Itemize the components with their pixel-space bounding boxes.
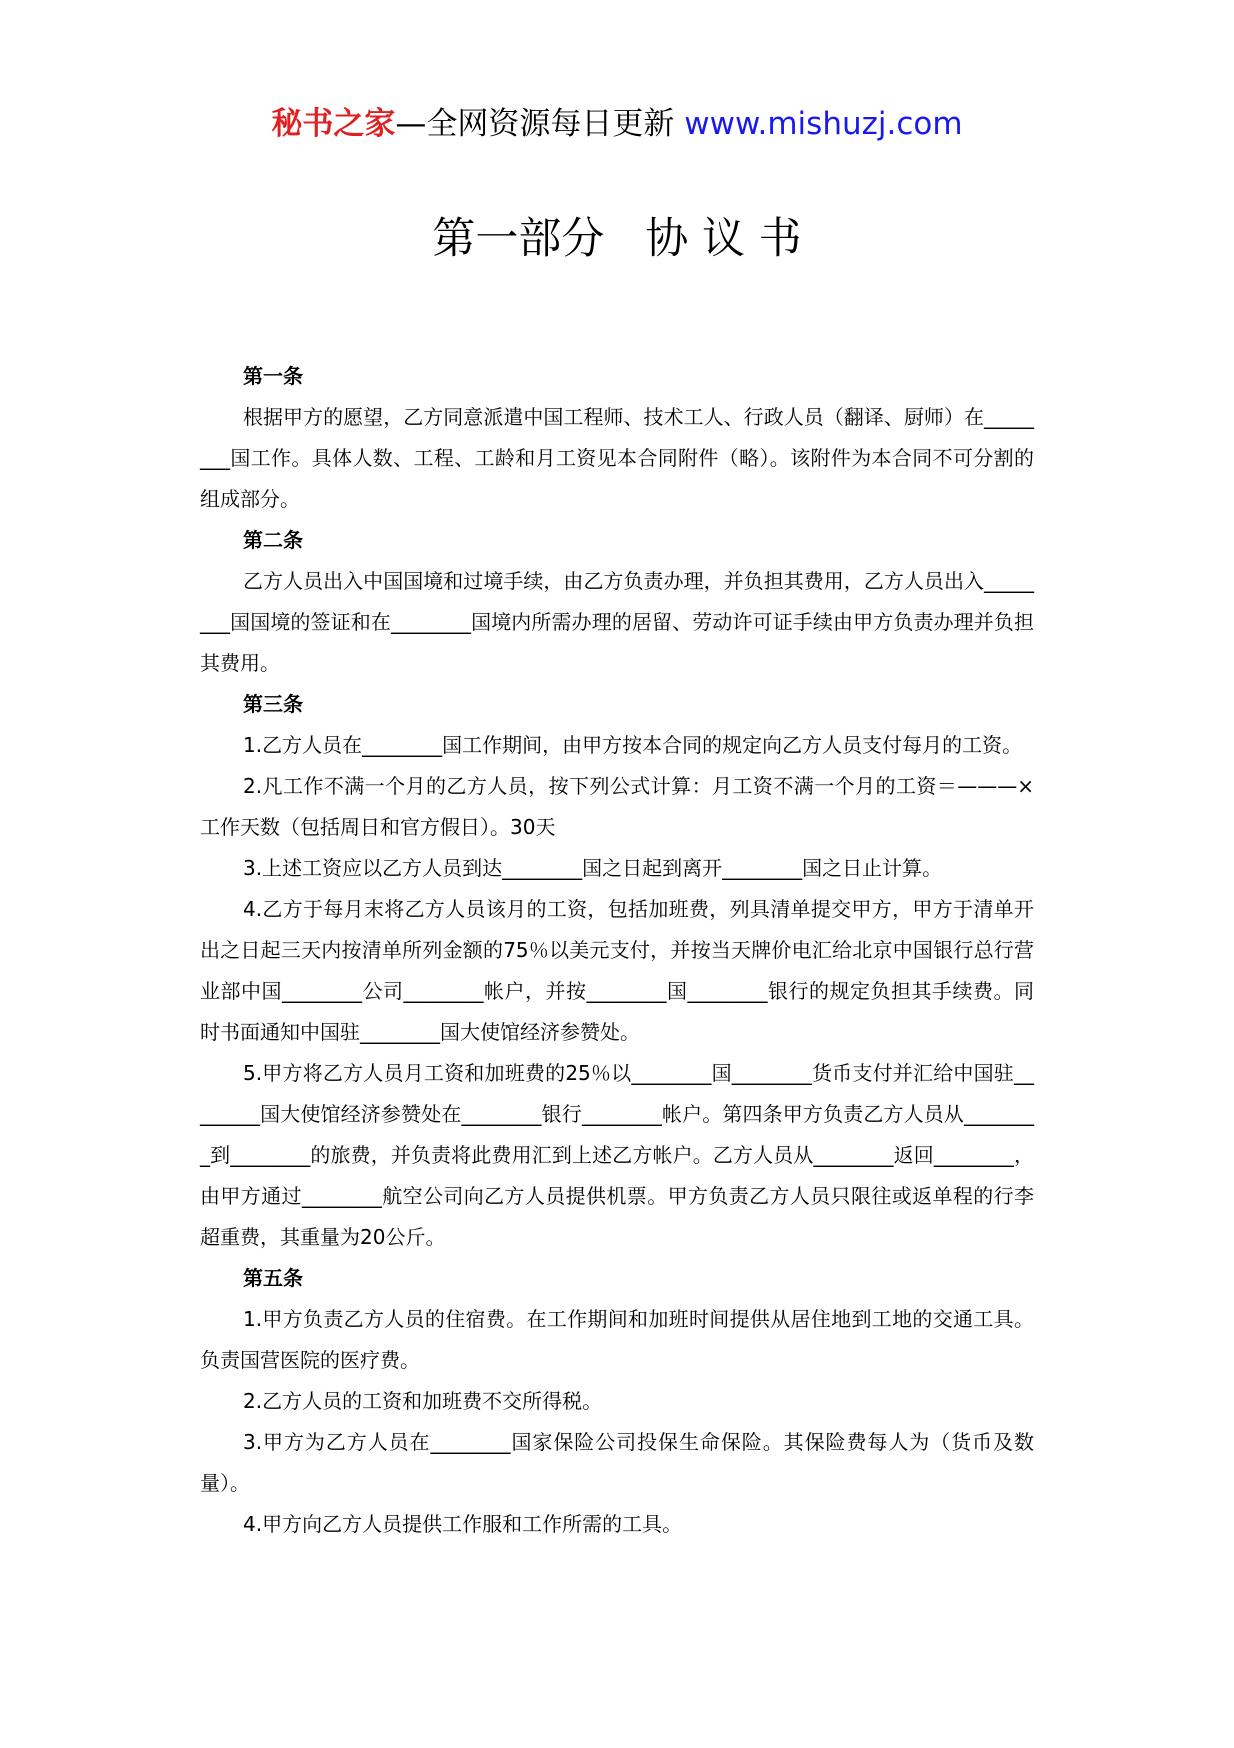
- document-title: 第一部分 协 议 书: [432, 214, 802, 264]
- article-3: [200, 684, 1034, 1258]
- paragraph: 2.凡工作不满一个月的乙方人员，按下列公式计算：月工资不满一个月的工资＝———×工作天数（包括周日和官方假日）。30天: [200, 774, 1034, 839]
- article-heading: 第五条: [243, 1266, 303, 1290]
- paragraph: 乙方人员出入中国国境和过境手续，由乙方负责办理，并负担其费用，乙方人员出入________国国境的签证和在________国境内所需办理的居留、劳动许可证手续由甲方负责办理并负担其费用。: [200, 569, 1034, 675]
- paragraph: 4.甲方向乙方人员提供工作服和工作所需的工具。: [243, 1512, 683, 1536]
- site-url-link[interactable]: www.mishuzj.com: [684, 106, 963, 142]
- site-tagline: —全网资源每日更新: [395, 106, 685, 142]
- article-2: [200, 520, 1034, 684]
- document-body: [200, 356, 1034, 1545]
- paragraph: 3.甲方为乙方人员在________国家保险公司投保生命保险。其保险费每人为（货币及数量）。: [200, 1430, 1034, 1495]
- brand-name: 秘书之家: [271, 106, 396, 142]
- site-header: [0, 104, 1234, 144]
- paragraph: 根据甲方的愿望，乙方同意派遣中国工程师、技术工人、行政人员（翻译、厨师）在________国工作。具体人数、工程、工龄和月工资见本合同附件（略）。该附件为本合同不可分割的组成部分。: [200, 405, 1034, 511]
- paragraph: 4.乙方于每月末将乙方人员该月的工资，包括加班费，列具清单提交甲方，甲方于清单开出之日起三天内按清单所列金额的75％以美元支付，并按当天牌价电汇给北京中国银行总行营业部中国________公司________帐户，并按________国________银行的规定负担其手续费。同时书面通知中国驻________国大使馆经济参赞处。: [200, 897, 1034, 1044]
- article-5: [200, 1258, 1034, 1545]
- paragraph: 2.乙方人员的工资和加班费不交所得税。: [243, 1389, 603, 1413]
- paragraph: 5.甲方将乙方人员月工资和加班费的25％以________国________货币支付并汇给中国驻________国大使馆经济参赞处在________银行________帐户。第四条甲方负责乙方人员从________到________的旅费，并负责将此费用汇到上述乙方帐户。乙方人员从________返回________，由甲方通过________航空公司向乙方人员提供机票。甲方负责乙方人员只限往或返单程的行李超重费，其重量为20公斤。: [200, 1061, 1034, 1249]
- article-heading: 第三条: [243, 692, 303, 716]
- article-heading: 第二条: [243, 528, 303, 552]
- paragraph: 1.乙方人员在________国工作期间，由甲方按本合同的规定向乙方人员支付每月的工资。: [243, 733, 1023, 757]
- article-heading: 第一条: [243, 364, 303, 388]
- paragraph: 1.甲方负责乙方人员的住宿费。在工作期间和加班时间提供从居住地到工地的交通工具。负责国营医院的医疗费。: [200, 1307, 1034, 1372]
- article-1: [200, 356, 1034, 520]
- paragraph: 3.上述工资应以乙方人员到达________国之日起到离开________国之日止计算。: [243, 856, 943, 880]
